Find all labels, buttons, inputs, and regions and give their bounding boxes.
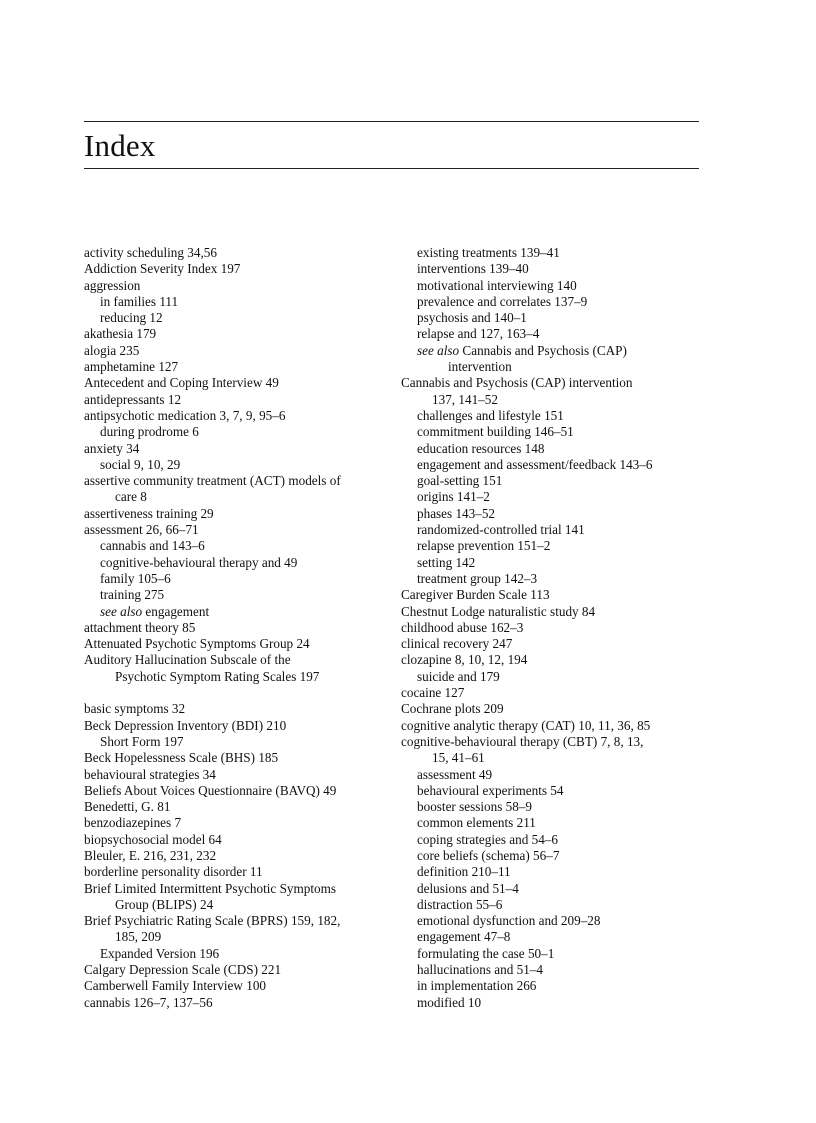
index-subentry bbox=[401, 995, 706, 1011]
index-entry bbox=[401, 685, 706, 701]
index-entry-text: 15, 41–61 bbox=[432, 750, 485, 766]
index-entry bbox=[84, 506, 389, 522]
index-entry bbox=[401, 620, 706, 636]
index-entry bbox=[401, 604, 706, 620]
index-subentry bbox=[401, 245, 706, 261]
index-subentry bbox=[84, 587, 389, 603]
index-entry bbox=[84, 343, 389, 359]
index-entry-text: benzodiazepines 7 bbox=[84, 815, 182, 831]
index-entry bbox=[84, 359, 389, 375]
index-entry-text: assertiveness training 29 bbox=[84, 505, 214, 521]
index-entry bbox=[84, 278, 389, 294]
index-entry bbox=[84, 913, 389, 929]
index-entry-text: clinical recovery 247 bbox=[401, 636, 513, 652]
index-subentry bbox=[401, 489, 706, 505]
index-entry-text: cocaine 127 bbox=[401, 685, 465, 701]
index-entry-text: cognitive-behavioural therapy and 49 bbox=[100, 554, 298, 570]
index-entry-continuation bbox=[84, 929, 389, 945]
index-entry-text: Psychotic Symptom Rating Scales 197 bbox=[115, 668, 320, 684]
index-entry bbox=[84, 652, 389, 668]
index-entry bbox=[84, 375, 389, 391]
index-entry bbox=[401, 734, 706, 750]
index-entry-text: commitment building 146–51 bbox=[417, 424, 574, 440]
index-entry bbox=[84, 261, 389, 277]
index-entry bbox=[84, 326, 389, 342]
index-entry-text: prevalence and correlates 137–9 bbox=[417, 293, 588, 309]
index-subentry bbox=[401, 864, 706, 880]
index-subentry bbox=[401, 881, 706, 897]
index-entry-continuation bbox=[401, 750, 706, 766]
index-gap bbox=[84, 685, 389, 701]
index-subentry bbox=[401, 457, 706, 473]
index-entry bbox=[84, 750, 389, 766]
index-entry bbox=[401, 701, 706, 717]
index-subentry bbox=[401, 783, 706, 799]
index-entry bbox=[401, 652, 706, 668]
index-entry bbox=[84, 995, 389, 1011]
page-title: Index bbox=[84, 128, 156, 163]
index-entry-text: 137, 141–52 bbox=[432, 391, 498, 407]
index-entry-text: hallucinations and 51–4 bbox=[417, 962, 543, 978]
index-entry bbox=[401, 587, 706, 603]
index-entry-text: behavioural experiments 54 bbox=[417, 782, 564, 798]
index-entry-text: amphetamine 127 bbox=[84, 359, 179, 375]
index-entry bbox=[84, 783, 389, 799]
index-entry-text: definition 210–11 bbox=[417, 864, 511, 880]
index-subentry bbox=[84, 734, 389, 750]
index-entry-text: common elements 211 bbox=[417, 815, 536, 831]
index-entry-text: modified 10 bbox=[417, 994, 482, 1010]
index-subentry bbox=[401, 424, 706, 440]
index-entry-text: formulating the case 50–1 bbox=[417, 945, 555, 961]
index-entry bbox=[84, 392, 389, 408]
index-entry-text: in implementation 266 bbox=[417, 978, 537, 994]
index-entry-text: phases 143–52 bbox=[417, 505, 496, 521]
index-entry-text: Brief Psychiatric Rating Scale (BPRS) 159, 182, bbox=[84, 913, 341, 929]
index-subentry bbox=[84, 946, 389, 962]
index-entry-text: delusions and 51–4 bbox=[417, 880, 519, 896]
index-entry-text: Cannabis and Psychosis (CAP) bbox=[462, 342, 627, 358]
index-subentry bbox=[84, 294, 389, 310]
index-entry bbox=[401, 718, 706, 734]
index-entry-text: reducing 12 bbox=[100, 310, 163, 326]
index-entry-text: care 8 bbox=[115, 489, 147, 505]
index-entry-continuation bbox=[401, 392, 706, 408]
index-entry-text: coping strategies and 54–6 bbox=[417, 831, 558, 847]
see-also-label: see also bbox=[100, 603, 146, 619]
index-entry-text: setting 142 bbox=[417, 554, 476, 570]
index-entry bbox=[84, 441, 389, 457]
index-subentry bbox=[401, 278, 706, 294]
index-entry bbox=[84, 767, 389, 783]
bottom-rule bbox=[84, 168, 699, 169]
index-subentry bbox=[401, 408, 706, 424]
index-entry-text: Short Form 197 bbox=[100, 733, 184, 749]
index-subentry bbox=[401, 326, 706, 342]
index-entry-text: cannabis and 143–6 bbox=[100, 538, 205, 554]
index-entry bbox=[84, 473, 389, 489]
index-entry-text: Camberwell Family Interview 100 bbox=[84, 978, 267, 994]
index-entry-text: antidepressants 12 bbox=[84, 391, 182, 407]
index-entry-text: core beliefs (schema) 56–7 bbox=[417, 847, 560, 863]
index-entry-text: Group (BLIPS) 24 bbox=[115, 896, 214, 912]
index-subentry bbox=[401, 832, 706, 848]
index-subentry bbox=[401, 669, 706, 685]
index-subentry bbox=[401, 343, 706, 359]
index-subentry bbox=[84, 538, 389, 554]
index-entry-text: childhood abuse 162–3 bbox=[401, 619, 524, 635]
index-subentry bbox=[84, 424, 389, 440]
index-entry-text: booster sessions 58–9 bbox=[417, 799, 533, 815]
index-subentry bbox=[401, 555, 706, 571]
index-entry-text: Beck Depression Inventory (BDI) 210 bbox=[84, 717, 287, 733]
index-entry bbox=[84, 815, 389, 831]
index-subentry bbox=[401, 506, 706, 522]
index-entry-text: origins 141–2 bbox=[417, 489, 490, 505]
index-entry-text: cannabis 126–7, 137–56 bbox=[84, 994, 213, 1010]
index-entry-text: relapse and 127, 163–4 bbox=[417, 326, 540, 342]
index-entry-text: Benedetti, G. 81 bbox=[84, 799, 171, 815]
index-entry-text: clozapine 8, 10, 12, 194 bbox=[401, 652, 528, 668]
index-entry bbox=[84, 978, 389, 994]
index-entry-text: Attenuated Psychotic Symptoms Group 24 bbox=[84, 636, 310, 652]
index-entry bbox=[84, 799, 389, 815]
index-entry-continuation bbox=[84, 489, 389, 505]
index-entry-text: Beliefs About Voices Questionnaire (BAVQ) 49 bbox=[84, 782, 337, 798]
index-entry-text: relapse prevention 151–2 bbox=[417, 538, 551, 554]
index-entry-text: Expanded Version 196 bbox=[100, 945, 220, 961]
index-entry-text: emotional dysfunction and 209–28 bbox=[417, 913, 601, 929]
index-subentry bbox=[84, 571, 389, 587]
index-column-left bbox=[84, 245, 389, 1011]
index-entry-text: assertive community treatment (ACT) models of bbox=[84, 473, 341, 489]
index-entry bbox=[84, 718, 389, 734]
index-entry-continuation bbox=[401, 359, 706, 375]
index-entry-text: Addiction Severity Index 197 bbox=[84, 261, 241, 277]
index-entry-text: suicide and 179 bbox=[417, 668, 500, 684]
index-entry-text: during prodrome 6 bbox=[100, 424, 199, 440]
index-entry bbox=[84, 848, 389, 864]
index-subentry bbox=[401, 294, 706, 310]
index-entry-text: engagement and assessment/feedback 143–6 bbox=[417, 456, 653, 472]
index-subentry bbox=[401, 978, 706, 994]
index-entry-text: cognitive analytic therapy (CAT) 10, 11, 36, 85 bbox=[401, 717, 651, 733]
index-entry-text: Auditory Hallucination Subscale of the bbox=[84, 652, 291, 668]
index-entry bbox=[84, 864, 389, 880]
index-subentry bbox=[401, 571, 706, 587]
index-subentry bbox=[401, 310, 706, 326]
see-also-label: see also bbox=[417, 342, 463, 358]
index-subentry bbox=[401, 538, 706, 554]
index-subentry bbox=[84, 310, 389, 326]
index-entry-text: existing treatments 139–41 bbox=[417, 245, 560, 260]
index-entry-text: challenges and lifestyle 151 bbox=[417, 407, 564, 423]
index-entry-text: basic symptoms 32 bbox=[84, 701, 186, 717]
index-entry-text: interventions 139–40 bbox=[417, 261, 529, 277]
index-entry-text: borderline personality disorder 11 bbox=[84, 864, 263, 880]
index-entry-text: cognitive-behavioural therapy (CBT) 7, 8, 13, bbox=[401, 733, 644, 749]
index-entry-text: in families 111 bbox=[100, 293, 179, 309]
index-entry-text: psychosis and 140–1 bbox=[417, 310, 527, 326]
index-entry-text: attachment theory 85 bbox=[84, 619, 196, 635]
index-subentry bbox=[401, 473, 706, 489]
index-entry bbox=[84, 636, 389, 652]
index-entry-text: Brief Limited Intermittent Psychotic Symptoms bbox=[84, 880, 336, 896]
index-subentry bbox=[84, 457, 389, 473]
index-subentry bbox=[401, 897, 706, 913]
index-entry-text: antipsychotic medication 3, 7, 9, 95–6 bbox=[84, 407, 286, 423]
index-entry-text: motivational interviewing 140 bbox=[417, 277, 577, 293]
index-subentry bbox=[401, 767, 706, 783]
index-entry-text: goal-setting 151 bbox=[417, 473, 503, 489]
index-entry bbox=[401, 636, 706, 652]
index-entry bbox=[84, 962, 389, 978]
index-entry-text: engagement 47–8 bbox=[417, 929, 511, 945]
index-entry-text: assessment 49 bbox=[417, 766, 493, 782]
index-entry-text: 185, 209 bbox=[115, 929, 162, 945]
index-entry bbox=[84, 408, 389, 424]
index-entry bbox=[84, 620, 389, 636]
index-entry-continuation bbox=[84, 669, 389, 685]
index-subentry bbox=[401, 815, 706, 831]
index-entry-text: distraction 55–6 bbox=[417, 896, 503, 912]
index-entry bbox=[84, 245, 389, 261]
index-entry-text: randomized-controlled trial 141 bbox=[417, 522, 585, 538]
index-entry-text: assessment 26, 66–71 bbox=[84, 522, 199, 538]
index-entry-text: social 9, 10, 29 bbox=[100, 456, 181, 472]
index-entry-text: akathesia 179 bbox=[84, 326, 157, 342]
index-entry-text: Bleuler, E. 216, 231, 232 bbox=[84, 847, 217, 863]
index-entry-text: Caregiver Burden Scale 113 bbox=[401, 587, 550, 603]
index-entry-text: Cannabis and Psychosis (CAP) intervention bbox=[401, 375, 633, 391]
index-entry-text: behavioural strategies 34 bbox=[84, 766, 216, 782]
index-subentry bbox=[84, 604, 389, 620]
index-subentry bbox=[401, 261, 706, 277]
index-subentry bbox=[401, 441, 706, 457]
index-entry bbox=[401, 375, 706, 391]
index-entry bbox=[84, 701, 389, 717]
index-entry-text: anxiety 34 bbox=[84, 440, 140, 456]
index-entry-text: alogia 235 bbox=[84, 342, 140, 358]
index-subentry bbox=[401, 848, 706, 864]
index-entry-text: training 275 bbox=[100, 587, 165, 603]
index-entry-continuation bbox=[84, 897, 389, 913]
index-subentry bbox=[401, 799, 706, 815]
index-subentry bbox=[84, 555, 389, 571]
index-entry-text: biopsychosocial model 64 bbox=[84, 831, 222, 847]
index-entry-text: Calgary Depression Scale (CDS) 221 bbox=[84, 962, 282, 978]
index-entry-text: aggression bbox=[84, 277, 141, 293]
index-entry-text: activity scheduling 34,56 bbox=[84, 245, 217, 260]
index-entry bbox=[84, 522, 389, 538]
index-entry bbox=[84, 832, 389, 848]
index-subentry bbox=[401, 929, 706, 945]
index-subentry bbox=[401, 962, 706, 978]
index-entry-text: Beck Hopelessness Scale (BHS) 185 bbox=[84, 750, 279, 766]
index-column-right bbox=[401, 245, 706, 1011]
index-entry-text: family 105–6 bbox=[100, 570, 171, 586]
index-entry-text: engagement bbox=[145, 603, 210, 619]
index-entry-text: Chestnut Lodge naturalistic study 84 bbox=[401, 603, 596, 619]
index-entry bbox=[84, 881, 389, 897]
index-entry-text: intervention bbox=[448, 359, 512, 375]
index-entry-text: treatment group 142–3 bbox=[417, 570, 538, 586]
index-entry-text: Cochrane plots 209 bbox=[401, 701, 504, 717]
index-entry-text: education resources 148 bbox=[417, 440, 545, 456]
index-subentry bbox=[401, 946, 706, 962]
index-subentry bbox=[401, 913, 706, 929]
top-rule bbox=[84, 121, 699, 122]
index-entry-text: Antecedent and Coping Interview 49 bbox=[84, 375, 279, 391]
index-subentry bbox=[401, 522, 706, 538]
